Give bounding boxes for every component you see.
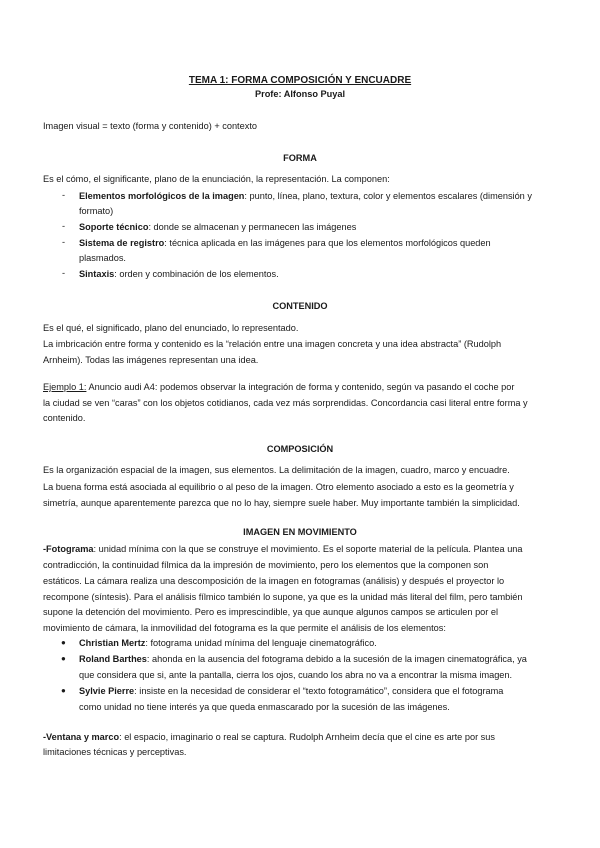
forma-item-3-text: : técnica aplicada en las imágenes para que los elementos morfológicos queden [164,238,491,248]
fotograma-line-6: movimiento de cámara, la inmovilidad del fotograma es la que permite el análisis de los elementos: [43,623,446,633]
example-line-3: contenido. [43,413,86,423]
example-line-2: la ciudad se ven “caras” con los objetos cotidianos, cada vez más sorprendidas. Concordancia casi literal entre forma y [43,398,528,408]
bullet-item-3 [79,685,503,698]
list-dash: - [62,221,66,231]
bullet-item-3-cont: como unidad no tiene interés ya que queda enmascarado por la sucesión de las imágenes. [79,702,450,712]
forma-lead: Es el cómo, el significante, plano de la enunciación, la representación. La componen: [43,174,390,184]
forma-item-1-term: Elementos morfológicos de la imagen [79,191,245,201]
composicion-line-2: La buena forma está asociada al equilibrio o al peso de la imagen. Otro elemento asociado a esto es la geometría y [43,482,514,492]
bullet-item-2 [79,653,527,666]
contenido-line-2: La imbricación entre forma y contenido es la “relación entre una imagen concreta y una idea abstracta” (Rudolph [43,339,502,349]
forma-item-4-term: Sintaxis [79,269,115,279]
ventana-line-2: limitaciones técnicas y perceptivas. [43,747,187,757]
bullet-item-1-text: : fotograma unidad mínima del lenguaje cinematográfico. [145,638,377,648]
bullet-item-1 [79,637,377,650]
fotograma-line-1 [43,543,523,556]
fotograma-line-2: contradicción, la continuidad fílmica da la impresión de movimiento, pero los elementos que la componen son [43,560,489,570]
forma-item-1-cont: formato) [79,206,114,216]
fotograma-line-5: supone la detención del movimiento. Pero es imprescindible, ya que aunque algunos campos se articulen por el [43,607,499,617]
forma-item-1-text: : punto, línea, plano, textura, color y elementos escalares (dimensión y [244,191,532,201]
fotograma-line-3: estáticos. La cámara realiza una descomposición de la imagen en fotogramas (análisis) y después el proyector lo [43,576,505,586]
bullet-item-3-term: Sylvie Pierre [79,686,135,696]
forma-item-2-text: : donde se almacenan y permanecen las imágenes [148,222,357,232]
ventana-label: -Ventana y marco [43,732,120,742]
bullet-dot: ● [61,686,66,695]
example-line-1 [43,381,514,394]
section-heading-movimiento: IMAGEN EN MOVIMIENTO [243,527,357,537]
forma-item-3 [79,237,491,250]
ventana-text: : el espacio, imaginario o real se captura. Rudolph Arnheim decía que el cine es arte por sus [119,732,495,742]
bullet-item-2-cont: que considera que si, ante la pantalla, cierra los ojos, cuando los abra no va a encontrar la misma imagen. [79,670,513,680]
list-dash: - [62,237,66,247]
forma-item-1 [79,190,532,203]
bullet-item-1-term: Christian Mertz [79,638,146,648]
forma-item-2 [79,221,356,234]
fotograma-line-4: recompone (síntesis). Para el análisis fílmico también lo supone, ya que es la unidad más literal del film, pero también [43,592,523,602]
bullet-dot: ● [61,654,66,663]
forma-item-3-term: Sistema de registro [79,238,165,248]
contenido-line-1: Es el qué, el significado, plano del enunciado, lo representado. [43,323,299,333]
document-subtitle: Profe: Alfonso Puyal [254,89,345,99]
forma-item-3-cont: plasmados. [79,253,126,263]
section-heading-contenido: CONTENIDO [272,301,328,311]
bullet-dot: ● [61,638,66,647]
forma-item-4 [79,268,279,281]
composicion-line-3: simetría, aunque aparentemente parezca que no lo hay, siempre suele haber. Muy importante también la simplicidad. [43,498,520,508]
section-heading-forma: FORMA [283,153,317,163]
contenido-line-3: Arnheim). Todas las imágenes representan una idea. [43,355,259,365]
section-heading-composicion: COMPOSICIÓN [266,444,334,454]
ventana-line-1 [43,731,495,744]
bullet-item-2-text: : ahonda en la ausencia del fotograma debido a la sucesión de la imagen cinematográfica, ya [146,654,527,664]
list-dash: - [62,268,66,278]
example-text: Anuncio audi A4: podemos observar la integración de forma y contenido, según va pasando el coche por [86,382,515,392]
example-label: Ejemplo 1: [43,382,87,392]
bullet-item-2-term: Roland Barthes [79,654,147,664]
intro-line: Imagen visual = texto (forma y contenido) + contexto [43,121,257,131]
forma-item-2-term: Soporte técnico [79,222,149,232]
document-title: TEMA 1: FORMA COMPOSICIÓN Y ENCUADRE [188,75,412,86]
fotograma-label: -Fotograma [43,544,94,554]
composicion-line-1: Es la organización espacial de la imagen, sus elementos. La delimitación de la imagen, cuadro, marco y encuadre. [43,465,510,475]
forma-item-4-text: : orden y combinación de los elementos. [114,269,279,279]
list-dash: - [62,190,66,200]
bullet-item-3-text: : insiste en la necesidad de considerar el “texto fotogramático”, considera que el fotograma [134,686,504,696]
fotograma-text: : unidad mínima con la que se construye el movimiento. Es el soporte material de la película. Plantea una [93,544,523,554]
